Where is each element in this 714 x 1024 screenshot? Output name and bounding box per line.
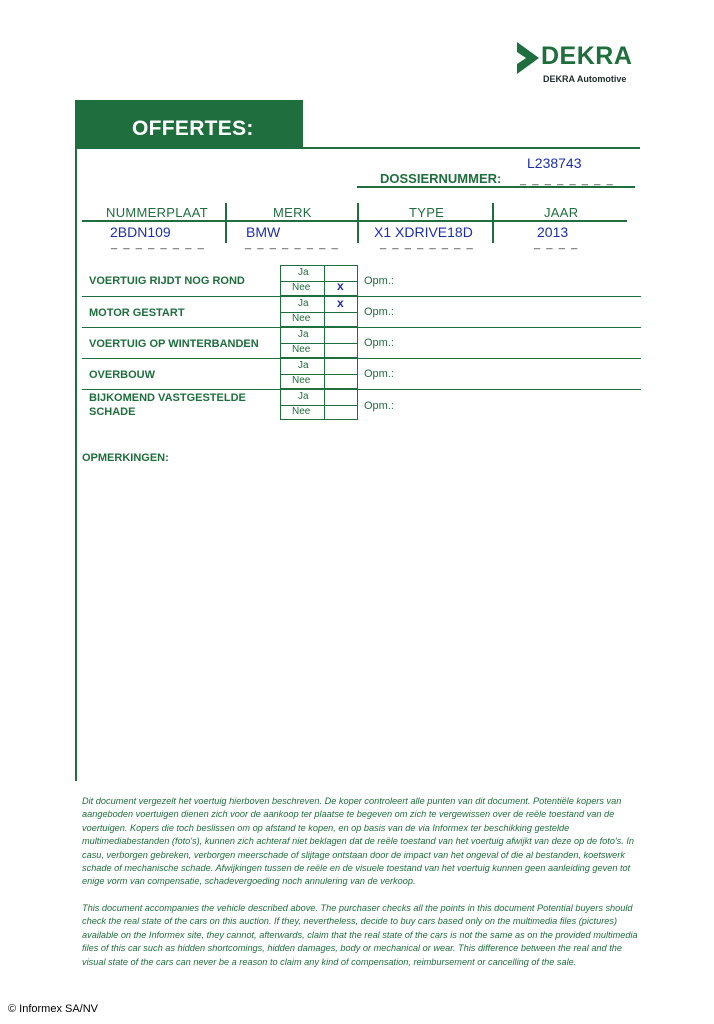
check-box-overbouw[interactable]: [280, 358, 358, 389]
remarks-label: OPMERKINGEN:: [82, 452, 169, 464]
dash-merk: _ _ _ _ _ _ _ _: [245, 238, 340, 250]
row-divider: [82, 389, 641, 390]
value-merk: BMW: [246, 224, 281, 240]
logo-brand: DEKRA: [541, 42, 633, 70]
title-band: [76, 100, 303, 149]
disclaimer-en: This document accompanies the vehicle described above. The purchaser checks all the points in this document Potential buyers should check the real state of the cars on this auction. If they, nevertheless, decide to buy cars based only on the multimedia files (pictures) available on the Informex site, they cannot, afterwards, claim that the real state of the cars is not the same as on the provided multimedia files of this car such as hidden shortcomings, hidden damages, body or mechanical or wear. This difference between the real and the visual state of the cars can never be a reason to claim any kind of compensation, reimbursement or cancelling of the sale.: [82, 903, 638, 967]
column-separator: [357, 203, 359, 243]
header-merk: MERK: [273, 205, 312, 220]
check-label-rijdt: VOERTUIG RIJDT NOG ROND: [89, 275, 245, 287]
row-divider: [82, 296, 641, 297]
check-label-motor: MOTOR GESTART: [89, 307, 185, 319]
nee-label: Nee: [292, 406, 311, 417]
row-divider: [82, 327, 641, 328]
dash-type: _ _ _ _ _ _ _ _: [380, 238, 475, 250]
check-label-schade: BIJKOMEND VASTGESTELDE SCHADE: [89, 392, 246, 418]
title-underline: [303, 147, 640, 149]
dekra-triangle-icon: [515, 42, 539, 74]
value-type: X1 XDRIVE18D: [374, 224, 473, 240]
ja-label: Ja: [298, 298, 309, 309]
dossier-label: DOSSIERNUMMER:: [380, 171, 502, 186]
nee-label: Nee: [292, 344, 311, 355]
page-title: OFFERTES:: [132, 117, 254, 140]
row-divider: [82, 358, 641, 359]
logo-subtitle: DEKRA Automotive: [543, 74, 627, 84]
opm-label: Opm.:: [364, 306, 394, 318]
dash-jaar: _ _ _ _: [534, 238, 579, 250]
nee-mark: x: [337, 279, 344, 293]
ja-label: Ja: [298, 267, 309, 278]
nee-label: Nee: [292, 282, 311, 293]
check-label-overbouw: OVERBOUW: [89, 369, 155, 381]
ja-mark: x: [337, 296, 344, 310]
ja-label: Ja: [298, 360, 309, 371]
check-box-rijdt[interactable]: [280, 265, 358, 296]
header-nummerplaat: NUMMERPLAAT: [106, 205, 209, 220]
opm-label: Opm.:: [364, 368, 394, 380]
dossier-underline: [357, 186, 635, 188]
dossier-dash: _ _ _ _ _ _ _ _: [520, 174, 615, 186]
column-separator: [225, 203, 227, 243]
check-box-schade[interactable]: [280, 389, 358, 420]
header-jaar: JAAR: [544, 205, 579, 220]
opm-label: Opm.:: [364, 275, 394, 287]
check-box-winterbanden[interactable]: [280, 327, 358, 358]
opm-label: Opm.:: [364, 400, 394, 412]
vehicle-header-line: [82, 220, 627, 222]
left-border-rule: [75, 100, 77, 781]
value-jaar: 2013: [537, 224, 569, 240]
opm-label: Opm.:: [364, 337, 394, 349]
dash-nummerplaat: _ _ _ _ _ _ _ _: [111, 238, 206, 250]
nee-label: Nee: [292, 313, 311, 324]
ja-label: Ja: [298, 329, 309, 340]
nee-label: Nee: [292, 375, 311, 386]
check-box-motor[interactable]: [280, 296, 358, 327]
header-type: TYPE: [409, 205, 445, 220]
check-label-winterbanden: VOERTUIG OP WINTERBANDEN: [89, 338, 259, 350]
ja-label: Ja: [298, 391, 309, 402]
disclaimer-nl: Dit document vergezelt het voertuig hierboven beschreven. De koper controleert alle punten van dit document. Potentiële kopers van aangeboden voertuigen dienen zich voor de aankoop ter plaatse te begeven om zich te vergewissen over de reële toestand van de voertuigen. Kopers die toch beslissen om op afstand te kopen, en op basis van de via Informex ter beschikking gestelde multimediabestanden (foto's), kunnen zich achteraf niet beklagen dat de reële toestand van het voertuig afwijkt van deze op de foto's. In casu, verborgen gebreken, verborgen meerschade of slijtage ontstaan door de impact van het ongeval of die al bestanden, koetswerk schade of mechanische schade. Afwijkingen tussen de reële en de visuele toestand van het voertuig kunnen geen aanleiding geven tot enige vorm van compensatie, schadevergoeding noch annulering van de verkoop.: [82, 796, 635, 887]
column-separator: [492, 203, 494, 243]
dekra-logo: [515, 40, 640, 90]
dossier-value: L238743: [527, 155, 582, 171]
value-nummerplaat: 2BDN109: [110, 224, 171, 240]
copyright-notice: © Informex SA/NV: [8, 1003, 99, 1015]
